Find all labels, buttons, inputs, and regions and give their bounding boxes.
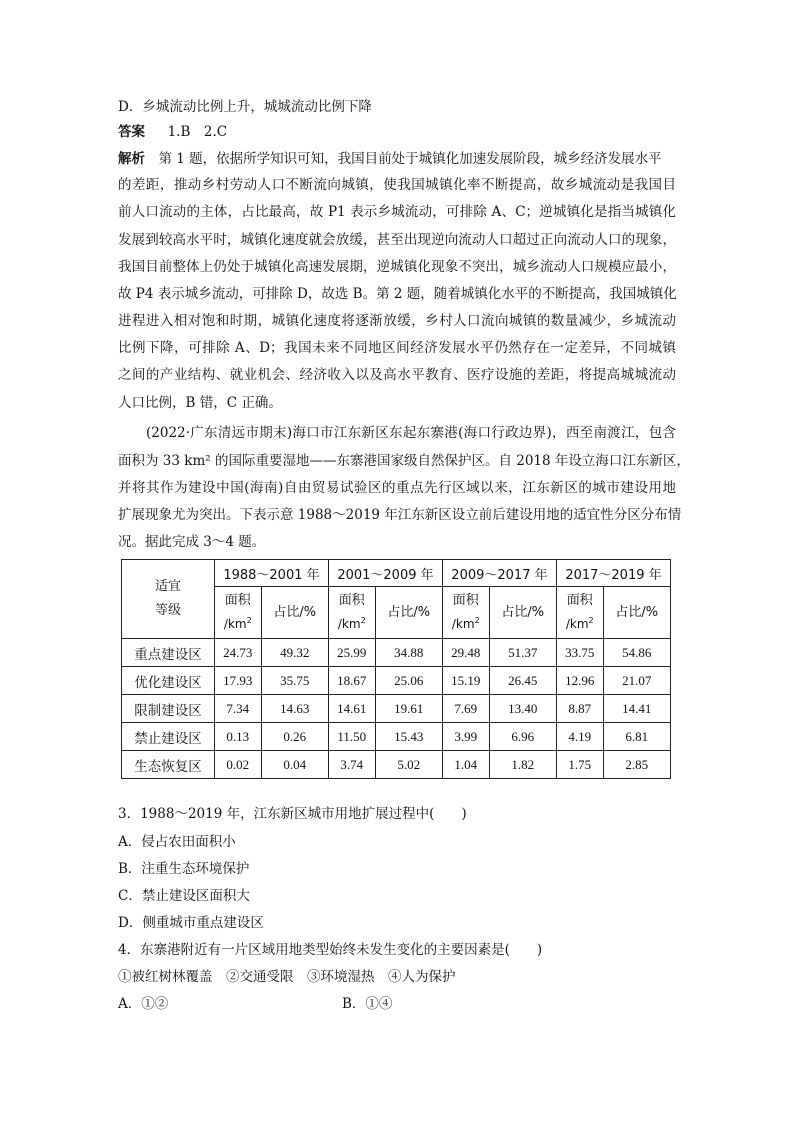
answer-value: 1.B 2.C: [167, 124, 228, 140]
area-value-cell: 29.48: [442, 639, 489, 667]
intro-line-2: 面积为 33 km² 的国际重要湿地——东寨港国家级自然保护区。自 2018 年设立海口江东新区，: [118, 453, 690, 469]
area-value-cell: 1.04: [442, 751, 489, 779]
percent-value-cell: 34.88: [375, 639, 442, 667]
zone-name-cell: 重点建设区: [122, 639, 215, 667]
analysis-text: 第 1 题，依据所学知识可知，我国目前处于城镇化加速发展阶段，城乡经济发展水平: [145, 151, 662, 167]
percent-value-cell: 19.61: [375, 695, 442, 723]
percent-value-cell: 14.41: [603, 695, 670, 723]
period-header: 2017～2019 年: [556, 560, 670, 587]
q3-stem: 3．1988～2019 年，江东新区城市用地扩展过程中( ): [118, 806, 467, 822]
area-header: 面积 $/km^2$: [328, 587, 375, 639]
area-value-cell: 25.99: [328, 639, 375, 667]
area-value-cell: 15.19: [442, 667, 489, 695]
area-value-cell: 7.69: [442, 695, 489, 723]
intro-line-1: (2022·广东清远市期末)海口市江东新区东起东寨港(海口行政边界)，西至南渡江，包含: [146, 425, 676, 441]
percent-value-cell: 51.37: [489, 639, 556, 667]
area-value-cell: 17.93: [215, 667, 262, 695]
percent-value-cell: 6.81: [603, 723, 670, 751]
q3-option-b: B．注重生态环境保护: [118, 861, 250, 877]
percent-value-cell: 15.43: [375, 723, 442, 751]
answer-line: [118, 123, 678, 141]
analysis-line-3: 前人口流动的主体，占比最高，故 P1 表示乡城流动，可排除 A、C；逆城镇化是指当城镇化: [118, 204, 676, 220]
q4-items: ①被红树林覆盖 ②交通受限 ③环境湿热 ④人为保护: [118, 969, 456, 985]
zone-name-cell: 禁止建设区: [122, 723, 215, 751]
period-header: 2009～2017 年: [442, 560, 556, 587]
table-row: [122, 695, 671, 723]
percent-header: 占比/%: [261, 587, 328, 639]
area-value-cell: 33.75: [556, 639, 603, 667]
area-value-cell: 0.02: [215, 751, 262, 779]
period-header: 1988～2001 年: [215, 560, 329, 587]
analysis-label: 解析: [118, 151, 145, 167]
analysis-line-10: 人口比例，B 错，C 正确。: [118, 395, 282, 411]
percent-value-cell: 21.07: [603, 667, 670, 695]
analysis-line-4: 发展到较高水平时，城镇化速度就会放缓，甚至出现逆向流动人口超过正向流动人口的现象，: [118, 232, 676, 248]
analysis-line-5: 我国目前整体上仍处于城镇化高速发展期，逆城镇化现象不突出，城乡流动人口规模应最小，: [118, 259, 676, 275]
q4-stem: 4．东寨港附近有一片区域用地类型始终未发生变化的主要因素是( ): [118, 942, 543, 958]
q2-option-d: D．乡城流动比例上升，城城流动比例下降: [118, 99, 372, 115]
area-value-cell: 1.75: [556, 751, 603, 779]
area-value-cell: 7.34: [215, 695, 262, 723]
area-value-cell: 12.96: [556, 667, 603, 695]
percent-value-cell: 14.63: [261, 695, 328, 723]
area-value-cell: 0.13: [215, 723, 262, 751]
area-value-cell: 14.61: [328, 695, 375, 723]
percent-value-cell: 0.04: [261, 751, 328, 779]
zone-name-cell: 生态恢复区: [122, 751, 215, 779]
table-row: [122, 751, 671, 779]
area-header: 面积 $/km^2$: [215, 587, 262, 639]
table-corner-cell: [122, 560, 215, 639]
corner-line-2: 等级: [154, 603, 181, 618]
land-suitability-table: [121, 559, 671, 779]
zone-name-cell: 限制建设区: [122, 695, 215, 723]
q3-option-a: A．侵占农田面积小: [118, 834, 236, 850]
percent-value-cell: 54.86: [603, 639, 670, 667]
intro-line-3: 并将其作为建设中国(海南)自由贸易试验区的重点先行区域以来，江东新区的城市建设用地: [118, 480, 676, 496]
area-value-cell: 3.99: [442, 723, 489, 751]
percent-header: 占比/%: [489, 587, 556, 639]
q3-option-c: C．禁止建设区面积大: [118, 888, 250, 904]
percent-value-cell: 2.85: [603, 751, 670, 779]
q3-option-d: D．侧重城市重点建设区: [118, 915, 264, 931]
area-header: 面积 $/km^2$: [442, 587, 489, 639]
percent-value-cell: 1.82: [489, 751, 556, 779]
percent-value-cell: 35.75: [261, 667, 328, 695]
analysis-line-7: 进程进入相对饱和时期，城镇化速度将逐渐放缓，乡村人口流向城镇的数量减少，乡城流动: [118, 313, 676, 329]
percent-header: 占比/%: [375, 587, 442, 639]
period-header: 2001～2009 年: [328, 560, 442, 587]
corner-line-1: 适宜: [154, 579, 181, 594]
table-row: [122, 667, 671, 695]
table-body: [122, 639, 671, 779]
analysis-line-6: 故 P4 表示城乡流动，可排除 D，故选 B。第 2 题，随着城镇化水平的不断提高，我国城镇化: [118, 286, 677, 302]
analysis-line-8: 比例下降，可排除 A、D；我国未来不同地区间经济发展水平仍然存在一定差异，不同城镇: [118, 340, 676, 356]
percent-header: 占比/%: [603, 587, 670, 639]
q4-option-a: A．①②: [118, 996, 169, 1012]
intro-line-4: 扩展现象尤为突出。下表示意 1988～2019 年江东新区设立前后建设用地的适宜性分区分布情: [118, 507, 682, 523]
area-value-cell: 4.19: [556, 723, 603, 751]
analysis-line-1: [118, 150, 676, 168]
percent-value-cell: 13.40: [489, 695, 556, 723]
area-value-cell: 24.73: [215, 639, 262, 667]
area-value-cell: 8.87: [556, 695, 603, 723]
intro-line-5: 况。据此完成 3～4 题。: [118, 534, 266, 550]
zone-name-cell: 优化建设区: [122, 667, 215, 695]
percent-value-cell: 5.02: [375, 751, 442, 779]
answer-label: 答案: [118, 124, 145, 140]
table-header-row: [122, 560, 671, 587]
percent-value-cell: 49.32: [261, 639, 328, 667]
area-value-cell: 18.67: [328, 667, 375, 695]
area-value-cell: 11.50: [328, 723, 375, 751]
table-row: [122, 723, 671, 751]
percent-value-cell: 25.06: [375, 667, 442, 695]
percent-value-cell: 0.26: [261, 723, 328, 751]
area-value-cell: 3.74: [328, 751, 375, 779]
area-header: 面积 $/km^2$: [556, 587, 603, 639]
percent-value-cell: 26.45: [489, 667, 556, 695]
analysis-line-9: 之间的产业结构、就业机会、经济收入以及高水平教育、医疗设施的差距，将提高城城流动: [118, 367, 676, 383]
q4-option-b: B．①④: [342, 996, 393, 1012]
analysis-line-2: 的差距，推动乡村劳动人口不断流向城镇，使我国城镇化率不断提高，故乡城流动是我国目: [118, 177, 676, 193]
table-row: [122, 639, 671, 667]
percent-value-cell: 6.96: [489, 723, 556, 751]
